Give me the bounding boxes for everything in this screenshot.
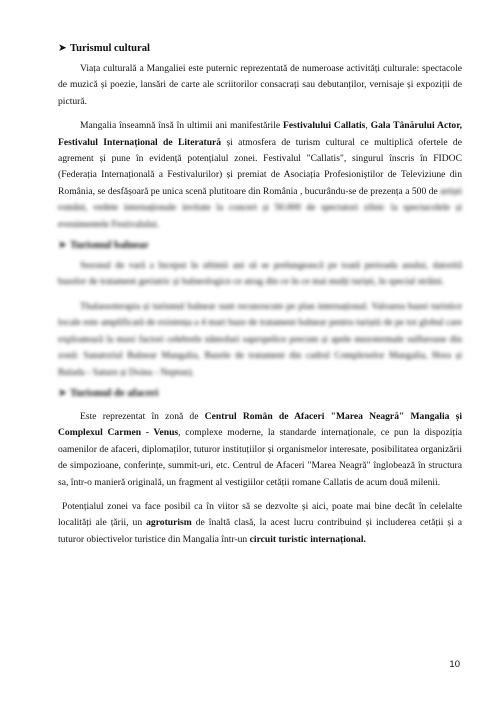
- section-heading-balnear: ➤ Turismul balnear: [58, 240, 149, 252]
- paragraph: Potențialul zonei va face posibil ca în viitor să se dezvolte și aici, poate mai bine decât în celelalte localități ale țării, un agroturism de înaltă clasă, la acest lucru contribuind și includerea cetății și a tuturor obiectivelor turistice din Mangalia într-un circuit turistic internațional.: [58, 500, 462, 545]
- section-heading-cultural: ➤ Turismul cultural: [58, 43, 150, 54]
- paragraph: Viața culturală a Mangaliei este puternic reprezentată de numeroase activități culturale: spectacole de muzică și poezie, lansări de carte ale scriitorilor consacrați sau debutanților, vernisaje și expoziții de pictură.: [58, 63, 462, 107]
- paragraph: Sezonul de vară a început în ultimii ani să se prelungească pe toată perioada anului, datorită bazelor de tratament geriatric și balneologice ce atrag din ce în ce mai mulți turiști, în special străini.: [58, 260, 462, 288]
- blurred-section-balnear: [58, 239, 462, 381]
- arrow-bullet-icon: ➤: [58, 43, 67, 54]
- section-heading-afaceri: ➤ Turismul de afaceri: [58, 387, 159, 399]
- page-number: 10: [449, 659, 460, 670]
- arrow-bullet-icon: ➤: [58, 387, 67, 399]
- arrow-bullet-icon: ➤: [58, 240, 67, 252]
- blurred-text: artiști români, vedete internaționale invitate la concert și 50.000 de spectatori zilnic la spectacolele și evenimentele Festivalului.: [58, 185, 462, 230]
- paragraph: Este reprezentat în zonă de Centrul Român de Afaceri "Marea Neagră" Mangalia și Complexul Carmen - Venus, complexe moderne, la standarde internaționale, ce pun la dispoziția oamenilor de afaceri, diplomaților, tuturor instituțiilor și organismelor interesate, posibilitatea organizării de simpozioane, conferințe, summit-uri, etc. Centrul de Afaceri "Marea Neagră" înglobează în structura sa, într-o manieră originală, un fragment al vestigiilor cetății romane Callatis de acum două milenii.: [58, 410, 462, 488]
- paragraph: Thalassoterapia și turismul balnear sunt recunoscute pe plan internațional. Valoarea bazei turistice locale este amplificată de existența a 4 mari baze de tratament balnear pentru turiștii de pe tot globul care exploatează la maxi factori celebrele nămoluri sapropelice precum și apele mezotermale sulfuroase din zonă: Sanatoriul Balnear Mangalia, Bazele de tratament din cadrul Complexelor Mangalia, Hora și Balada - Saturn și Doina - Neptun).: [58, 300, 462, 378]
- page-content: [58, 42, 462, 548]
- paragraph: Mangalia înseamnă însă în ultimii ani manifestările Festivalului Callatis, Gala Tânărului Actor, Festivalul Internațional de Literatură și atmosfera de turism cultural ce multiplică ofertele de agrement și pune în evidență potențialul zonei. Festivalul "Callatis", singurul înscris în FIDOC (Federația Internațională a Festivalurilor) și premiat de Asociația Profesioniștilor de Televiziune din România, se desfășoară pe unica scenă plutitoare din România , bucurându-se de prezența a 500 de artiști români, vedete internaționale invitate la concert și 50.000 de spectatori zilnic la spectacolele și evenimentele Festivalului.: [58, 120, 463, 230]
